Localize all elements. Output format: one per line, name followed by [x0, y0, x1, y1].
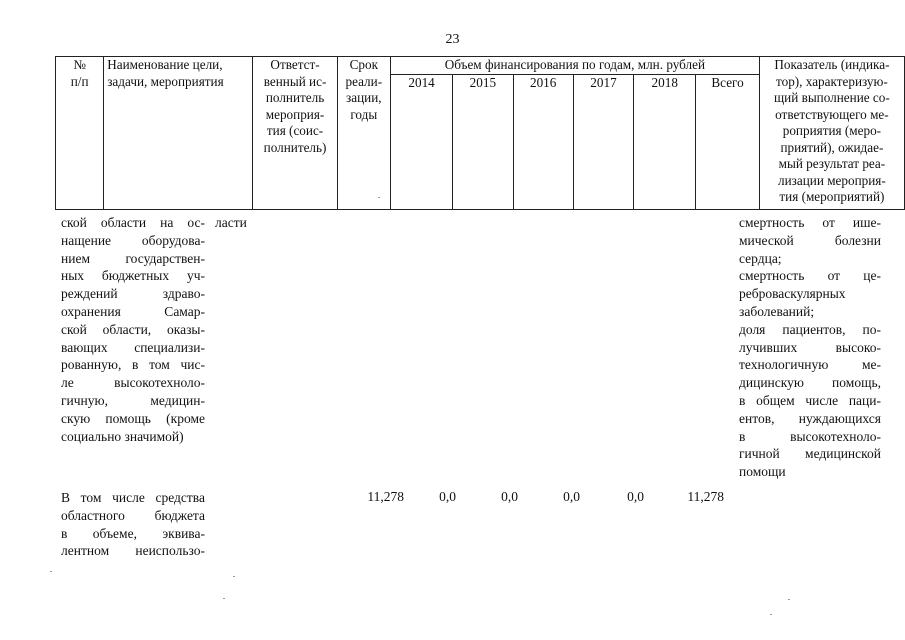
row1-name-line: ской области на ос- — [61, 215, 205, 230]
row2-name-line: лентном неиспользо- — [61, 543, 205, 559]
row1-name-line: охранения Самар- — [61, 303, 205, 319]
row1-name — [61, 214, 205, 445]
row1-indicator-line: смертность от ише- — [739, 215, 881, 230]
row2-name-line: областного бюджета — [61, 507, 205, 523]
scan-speck — [788, 599, 790, 600]
header-year-2014: 2014 — [390, 74, 452, 209]
header-executor: Ответст- венный ис- полнитель мероприя- тия (соис- полнитель) — [253, 57, 337, 210]
row1-name-line: рованную, в том чис- — [61, 357, 205, 373]
row1-indicator-line: помощи — [739, 464, 786, 480]
header-goal-name: Наименование цели, задачи, мероприятия — [104, 57, 253, 210]
row1-name-line: гичную, медицин- — [61, 392, 205, 408]
header-year-2016: 2016 — [513, 74, 573, 209]
scan-speck — [770, 614, 772, 615]
table-header — [55, 56, 905, 210]
scan-speck — [50, 571, 52, 572]
row1-name-line: вающих специализи- — [61, 339, 205, 355]
row2-value-2018: 0,0 — [627, 489, 644, 504]
row2-name-line: В том числе средства — [61, 490, 205, 505]
row2-name-line: в объеме, эквива- — [61, 525, 205, 541]
row1-name-line: скую помощь (кроме — [61, 410, 205, 426]
header-term: Срок реали- зации, годы — [337, 57, 390, 210]
row1-executor: ласти — [215, 215, 247, 230]
row1-name-line: ской области, оказы- — [61, 321, 205, 337]
row1-indicator-line: заболеваний; — [739, 303, 815, 319]
row2-value-2015: 0,0 — [439, 489, 456, 504]
header-indicator: Показатель (индика- тор), характеризую- щий выполнение со- ответствующего ме- роприятия (меро- приятий), ожидае- мый результат реа- лизации мероприя- тия (мероприятий) — [759, 57, 904, 210]
row1-indicator-line: в высокотехноло- — [739, 428, 881, 444]
row1-indicator-line: мической болезни — [739, 232, 881, 248]
scan-speck — [223, 598, 225, 599]
row2-name — [61, 489, 205, 560]
row2-value-2016: 0,0 — [501, 489, 518, 504]
row1-indicator-line: смертность от це- — [739, 268, 881, 284]
row2-value-2014: 11,278 — [367, 489, 404, 504]
header-year-2018: 2018 — [634, 74, 696, 209]
row1-name-line: нием государствен- — [61, 250, 205, 266]
row1-indicator-line: лучивших высоко- — [739, 339, 881, 355]
row1-indicator — [739, 214, 881, 481]
row1-indicator-line: в общем числе паци- — [739, 392, 881, 408]
row1-indicator-line: доля пациентов, по- — [739, 321, 881, 337]
row1-name-line: ных бюджетных уч- — [61, 268, 205, 284]
row1-indicator-line: технологичную ме- — [739, 357, 881, 373]
row1-name-line: ле высокотехноло- — [61, 375, 205, 391]
row1-name-line: нащение оборудова- — [61, 232, 205, 248]
scan-speck — [378, 197, 380, 198]
header-year-2015: 2015 — [453, 74, 513, 209]
row2-value-total: 11,278 — [687, 489, 724, 504]
row2-value-2017: 0,0 — [563, 489, 580, 504]
row1-indicator-line: гичной медицинской — [739, 446, 881, 462]
header-year-2017: 2017 — [573, 74, 633, 209]
header-total: Всего — [696, 74, 759, 209]
row1-indicator-line: ентов, нуждающихся — [739, 410, 881, 426]
header-funding: Объем финансирования по годам, млн. рублей — [390, 57, 759, 75]
header-number: № п/п — [56, 57, 104, 210]
page-number: 23 — [445, 32, 460, 47]
row1-name-line: реждений здраво- — [61, 286, 205, 302]
row1-indicator-line: реброваскулярных — [739, 286, 846, 302]
scan-speck — [233, 576, 235, 577]
row1-indicator-line: дицинскую помощь, — [739, 375, 881, 391]
row1-indicator-line: сердца; — [739, 250, 782, 266]
row1-name-line: социально значимой) — [61, 428, 184, 444]
